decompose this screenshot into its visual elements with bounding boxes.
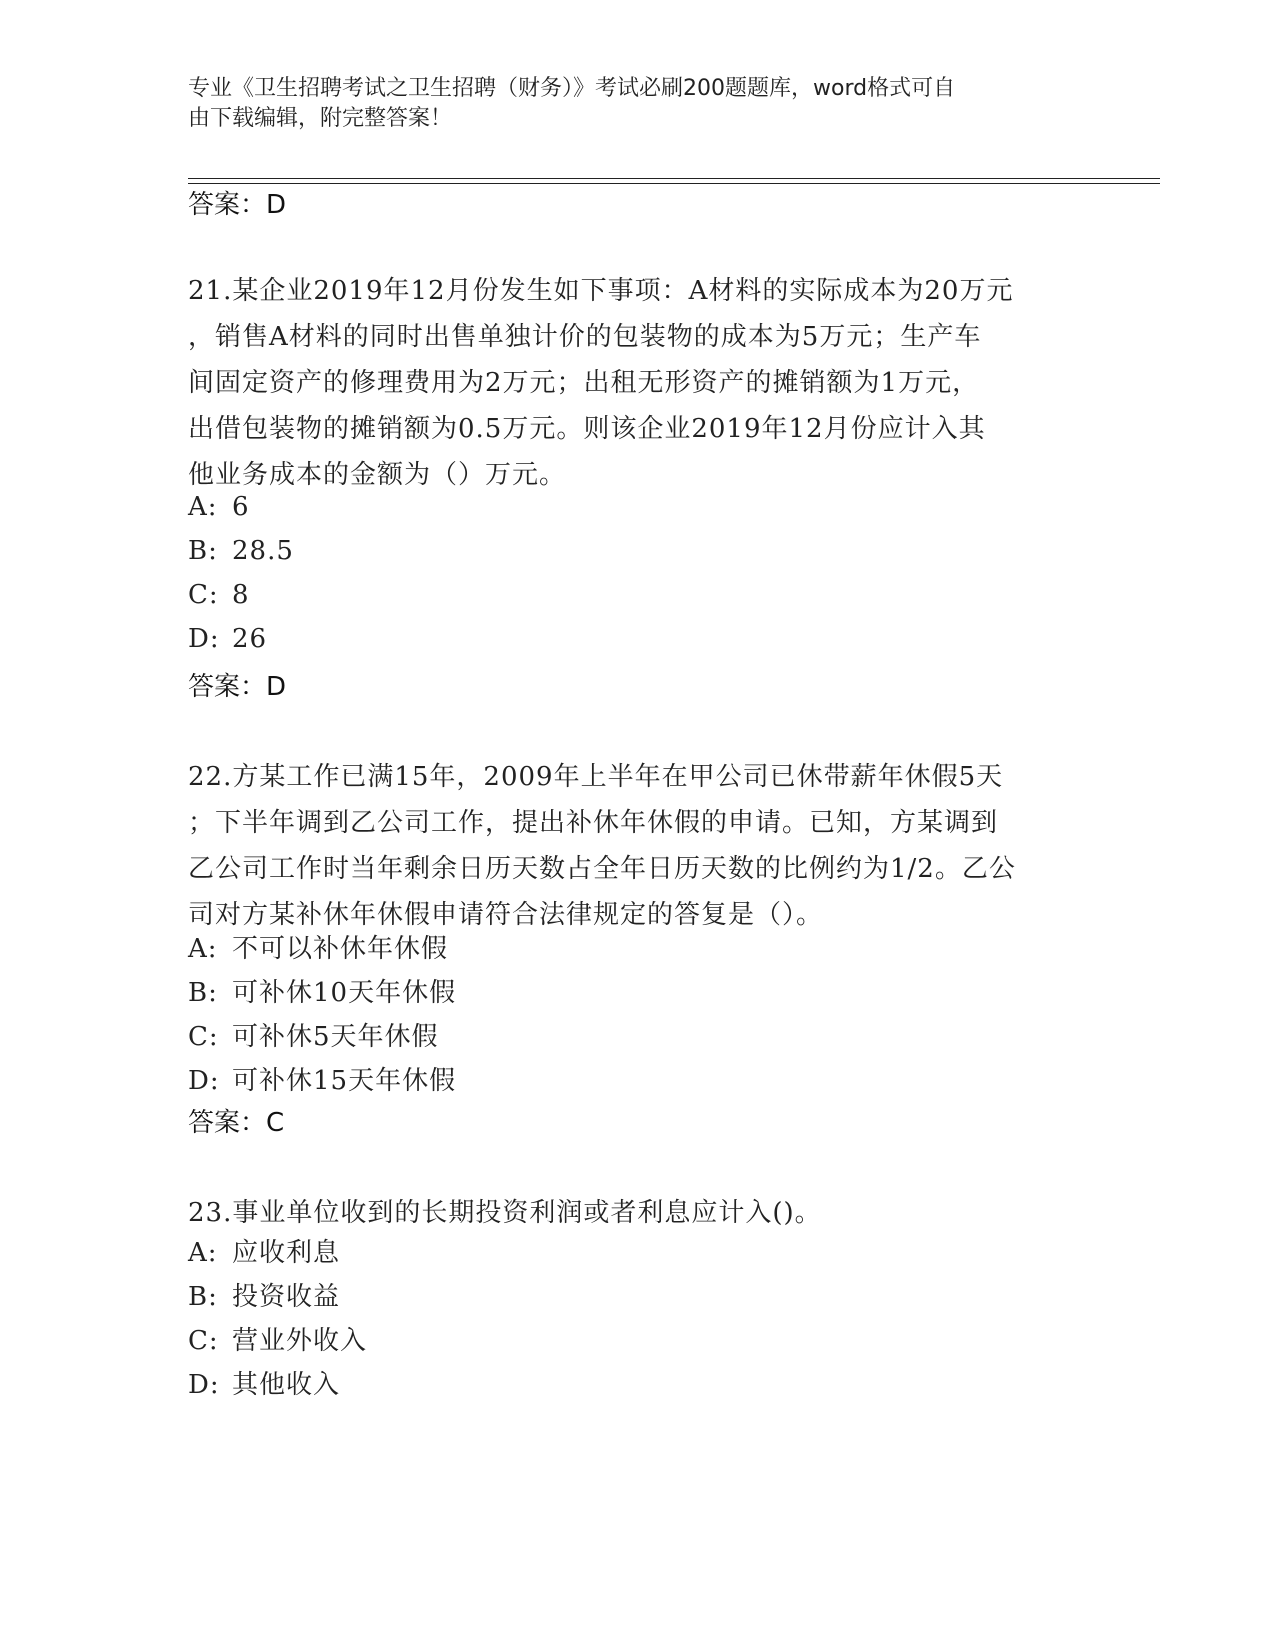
- option-letter: C:: [188, 1326, 219, 1356]
- option-text: 26: [232, 624, 268, 654]
- answer-value: D: [266, 190, 287, 220]
- answer-prev: [188, 184, 286, 221]
- answer-label: 答案：: [188, 672, 267, 702]
- option-letter: B:: [188, 1282, 218, 1312]
- option-text: 其他收入: [232, 1370, 341, 1400]
- answer-label: 答案：: [188, 1108, 267, 1138]
- option-letter: A:: [188, 1238, 218, 1268]
- option-text: 可补休15天年休假: [232, 1066, 457, 1096]
- option-a: [188, 928, 448, 965]
- option-text: 8: [232, 580, 250, 610]
- option-b: [188, 972, 456, 1009]
- option-a: [188, 492, 250, 522]
- question-line: 间固定资产的修理费用为2万元；出租无形资产的摊销额为1万元，: [188, 368, 980, 398]
- header-line-2: 由下载编辑，附完整答案！: [188, 106, 453, 131]
- option-letter: B:: [188, 978, 218, 1008]
- question-line: 出借包装物的摊销额为0.5万元。则该企业2019年12月份应计入其: [188, 414, 986, 444]
- question-line: 23.事业单位收到的长期投资利润或者利息应计入()。: [188, 1198, 822, 1228]
- option-text: 不可以补休年休假: [232, 934, 449, 964]
- option-d: [188, 624, 267, 654]
- option-letter: B:: [188, 536, 218, 566]
- option-letter: D:: [188, 1370, 220, 1400]
- option-text: 可补休5天年休假: [232, 1022, 439, 1052]
- option-b: [188, 536, 294, 566]
- question-line: 21.某企业2019年12月份发生如下事项：A材料的实际成本为20万元: [188, 276, 1014, 306]
- option-d: [188, 1364, 340, 1401]
- question-21: [188, 268, 1088, 498]
- option-letter: C:: [188, 580, 219, 610]
- option-c: [188, 1320, 367, 1357]
- option-text: 投资收益: [232, 1282, 341, 1312]
- option-text: 28.5: [232, 536, 294, 566]
- answer-21: [188, 666, 286, 703]
- document-header: [188, 74, 1068, 134]
- option-c: [188, 1016, 439, 1053]
- header-divider: [188, 178, 1160, 184]
- question-line: ，销售A材料的同时出售单独计价的包装物的成本为5万元；生产车: [188, 322, 982, 352]
- answer-value: D: [266, 672, 287, 702]
- option-c: [188, 580, 250, 610]
- question-line: 司对方某补休年休假申请符合法律规定的答复是（）。: [188, 900, 824, 930]
- answer-22: [188, 1102, 284, 1139]
- option-text: 可补休10天年休假: [232, 978, 457, 1008]
- option-text: 6: [232, 492, 250, 522]
- option-letter: C:: [188, 1022, 219, 1052]
- option-d: [188, 1060, 456, 1097]
- question-line: ；下半年调到乙公司工作，提出补休年休假的申请。已知，方某调到: [188, 808, 999, 838]
- question-line: 他业务成本的金额为（）万元。: [188, 460, 567, 490]
- answer-value: C: [266, 1108, 285, 1138]
- answer-label: 答案：: [188, 190, 267, 220]
- option-text: 营业外收入: [232, 1326, 368, 1356]
- option-letter: A:: [188, 492, 218, 522]
- question-line: 乙公司工作时当年剩余日历天数占全年日历天数的比例约为1/2。乙公: [188, 854, 1016, 884]
- option-b: [188, 1276, 340, 1313]
- header-line-1: 专业《卫生招聘考试之卫生招聘（财务）》考试必刷200题题库，word格式可自: [188, 76, 956, 101]
- question-line: 22.方某工作已满15年，2009年上半年在甲公司已休带薪年休假5天: [188, 762, 1004, 792]
- question-22: [188, 754, 1088, 938]
- option-letter: A:: [188, 934, 218, 964]
- option-text: 应收利息: [232, 1238, 341, 1268]
- question-23: [188, 1190, 1088, 1236]
- option-a: [188, 1232, 340, 1269]
- option-letter: D:: [188, 624, 220, 654]
- option-letter: D:: [188, 1066, 220, 1096]
